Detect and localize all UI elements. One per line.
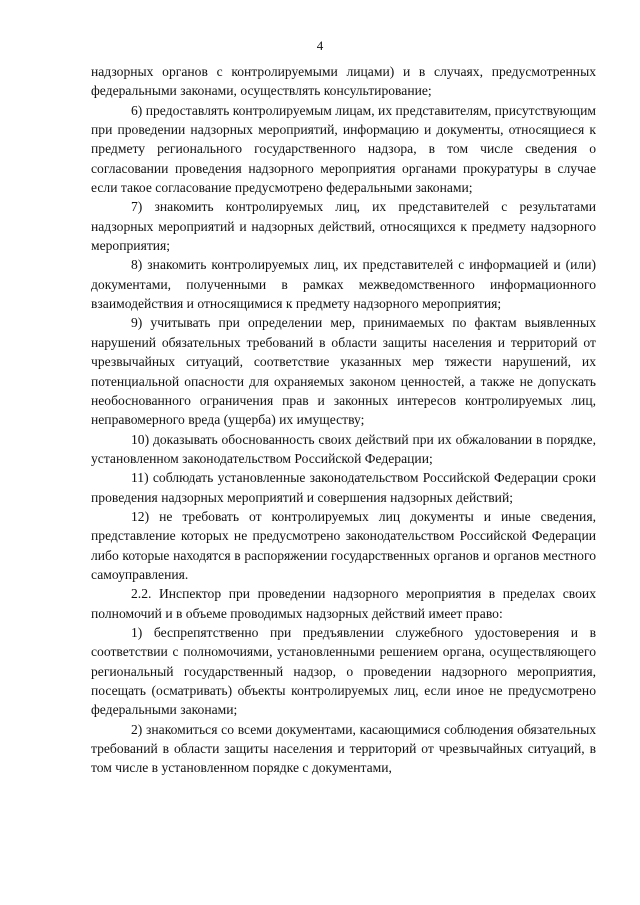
paragraph-item-12: 12) не требовать от контролируемых лиц документы и иные сведения, представление которых не предусмотрено законодательством Российской Федерации либо которые находятся в распоряжении государственных органов и органов местного самоуправления. <box>91 508 596 582</box>
paragraph-section-2-2: 2.2. Инспектор при проведении надзорного мероприятия в пределах своих полномочий и в объеме проводимых надзорных действий имеет право: <box>91 586 596 621</box>
paragraph-item-11: 11) соблюдать установленные законодательством Российской Федерации сроки проведения надзорных мероприятий и совершения надзорных действий; <box>91 470 596 505</box>
paragraph-item-10: 10) доказывать обоснованность своих действий при их обжаловании в порядке, установленном законодательством Российской Федерации; <box>91 431 596 466</box>
paragraph-item-8: 8) знакомить контролируемых лиц, их представителей с информацией и (или) документами, полученными в рамках межведомственного информационного взаимодействия и относящимися к предмету надзорного мероприятия; <box>91 257 596 312</box>
paragraph-continuation: надзорных органов с контролируемыми лицами) и в случаях, предусмотренных федеральными законами, осуществлять консультирование; <box>91 64 596 99</box>
paragraph-item-7: 7) знакомить контролируемых лиц, их представителей с результатами надзорных мероприятий и надзорных действий, относящихся к предмету надзорного мероприятия; <box>91 199 596 254</box>
paragraph-item-6: 6) предоставлять контролируемым лицам, их представителям, присутствующим при проведении надзорных мероприятий, информацию и документы, относящиеся к предмету регионального государственного надзора, в том числе сведения о согласовании проведения надзорного мероприятия органами прокуратуры в случае если такое согласование предусмотрено федеральными законами; <box>91 102 596 196</box>
page-number: 4 <box>316 38 324 53</box>
paragraph-right-1: 1) беспрепятственно при предъявлении служебного удостоверения и в соответствии с полномочиями, установленными решением органа, осуществляющего региональный государственный надзор, о проведении надзорного мероприятия, посещать (осматривать) объекты контролируемых лиц, если иное не предусмотрено федеральными законами; <box>91 624 596 718</box>
document-body <box>91 62 596 778</box>
paragraph-item-9: 9) учитывать при определении мер, принимаемых по фактам выявленных нарушений обязательных требований в области защиты населения и территорий от чрезвычайных ситуаций, соответствие указанных мер тяжести нарушений, их потенциальной опасности для охраняемых законом ценностей, а также не допускать необоснованного ограничения прав и законных интересов контролируемых лиц, неправомерного вреда (ущерба) их имуществу; <box>91 315 596 428</box>
paragraph-right-2: 2) знакомиться со всеми документами, касающимися соблюдения обязательных требований в области защиты населения и территорий от чрезвычайных ситуаций, в том числе в установленном порядке с документами, <box>91 721 596 776</box>
